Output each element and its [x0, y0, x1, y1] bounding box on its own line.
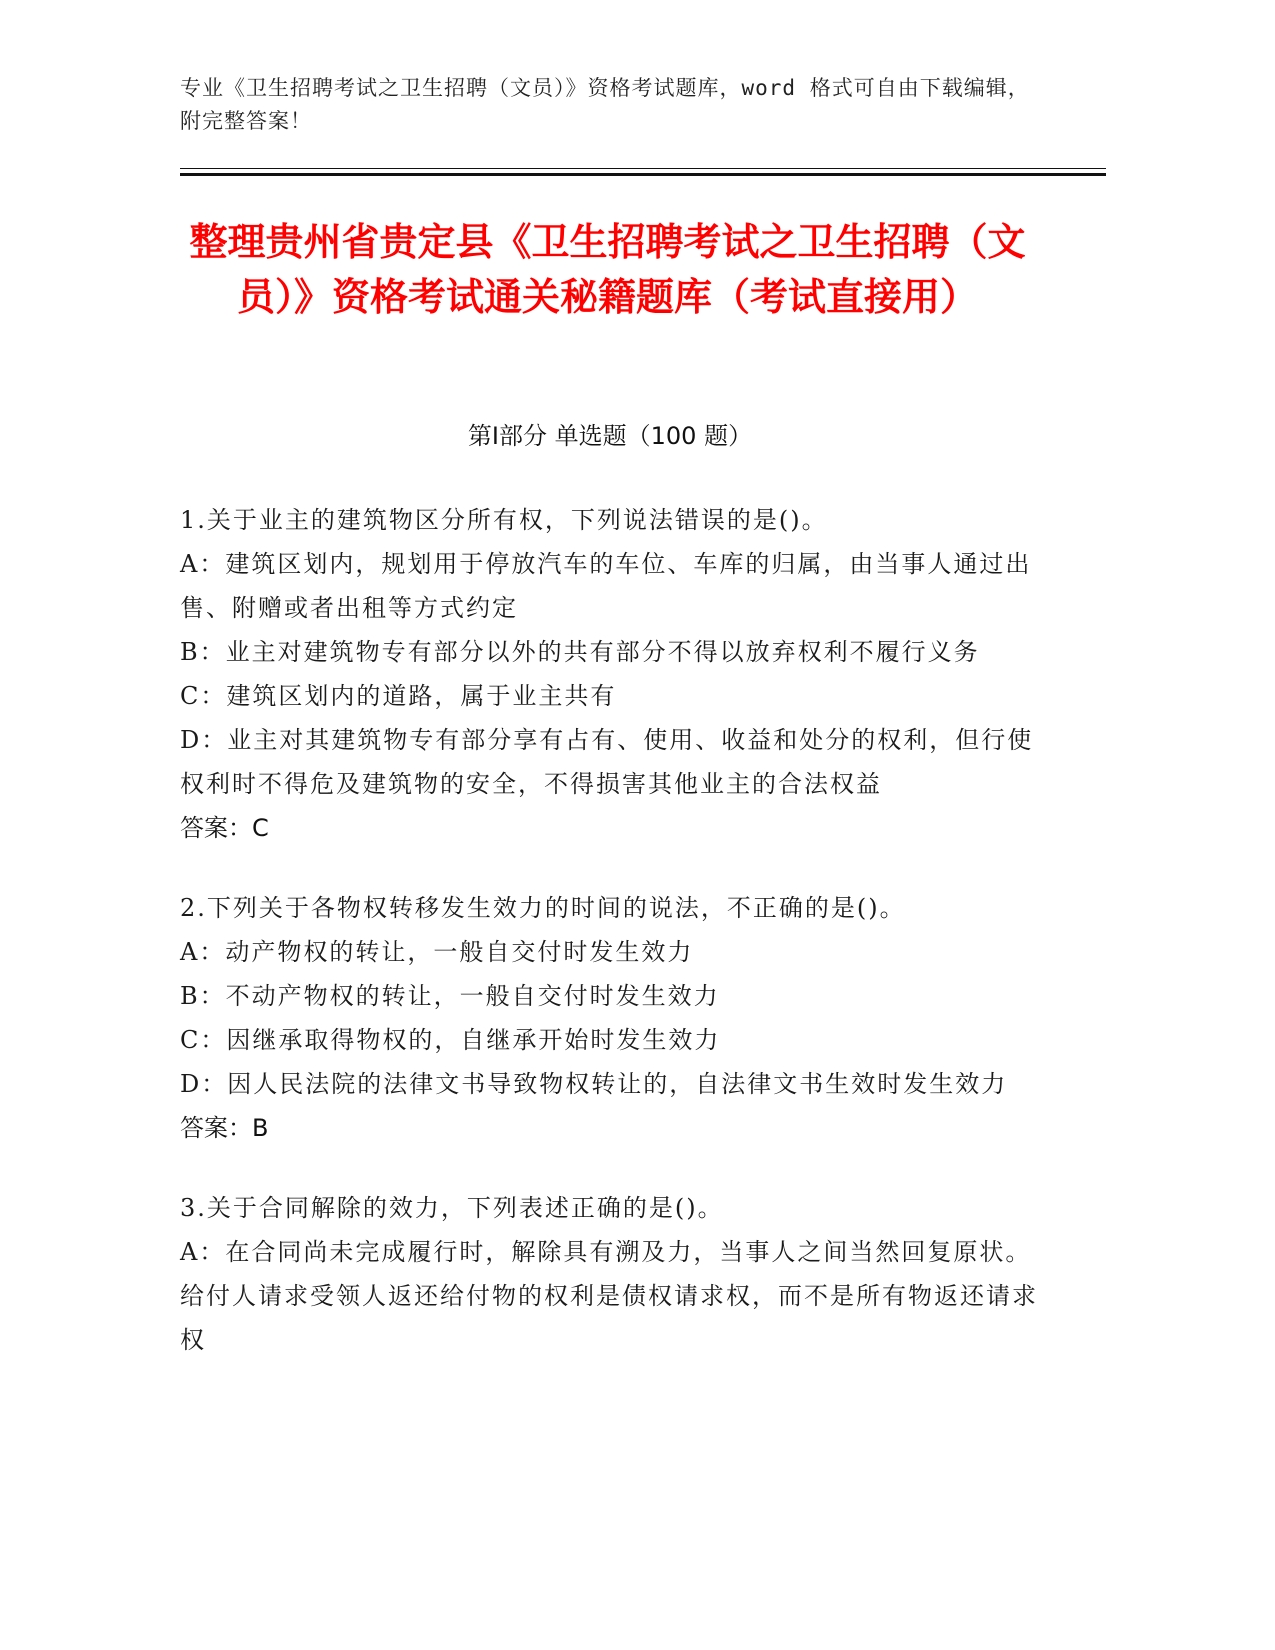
question-stem: 3.关于合同解除的效力，下列表述正确的是()。: [180, 1194, 724, 1222]
question-stem: 2.下列关于各物权转移发生效力的时间的说法，不正确的是()。: [180, 894, 906, 922]
question-stem: 1.关于业主的建筑物区分所有权，下列说法错误的是()。: [180, 506, 828, 534]
header-divider-thick: [180, 173, 1106, 176]
answer: 答案：B: [180, 1114, 269, 1142]
header-divider-thin: [180, 168, 1106, 169]
question-2: [180, 886, 1040, 1150]
option-a: A：建筑区划内，规划用于停放汽车的车位、车库的归属，由当事人通过出售、附赠或者出租等方式约定: [180, 550, 1032, 622]
header-note: 专业《卫生招聘考试之卫生招聘（文员）》资格考试题库，word 格式可自由下载编辑，附完整答案！: [180, 76, 1030, 133]
option-b: B：不动产物权的转让，一般自交付时发生效力: [180, 982, 720, 1010]
answer: 答案：C: [180, 814, 269, 842]
option-b: B：业主对建筑物专有部分以外的共有部分不得以放弃权利不履行义务: [180, 638, 980, 666]
option-a: A：动产物权的转让，一般自交付时发生效力: [180, 938, 694, 966]
option-d: D：因人民法院的法律文书导致物权转让的，自法律文书生效时发生效力: [180, 1070, 1008, 1098]
question-list: [180, 498, 1040, 1398]
option-d: D：业主对其建筑物专有部分享有占有、使用、收益和处分的权利，但行使权利时不得危及建筑物的安全，不得损害其他业主的合法权益: [180, 726, 1034, 798]
option-c: C：建筑区划内的道路，属于业主共有: [180, 682, 617, 710]
question-3: [180, 1186, 1040, 1362]
document-title: 整理贵州省贵定县《卫生招聘考试之卫生招聘（文员）》资格考试通关秘籍题库（考试直接用）: [189, 220, 1026, 319]
section-title: 第Ⅰ部分 单选题（100 题）: [467, 422, 753, 450]
option-a: A：在合同尚未完成履行时，解除具有溯及力，当事人之间当然回复原状。给付人请求受领人返还给付物的权利是债权请求权，而不是所有物返还请求权: [180, 1238, 1038, 1354]
question-1: [180, 498, 1040, 850]
option-c: C：因继承取得物权的，自继承开始时发生效力: [180, 1026, 721, 1054]
